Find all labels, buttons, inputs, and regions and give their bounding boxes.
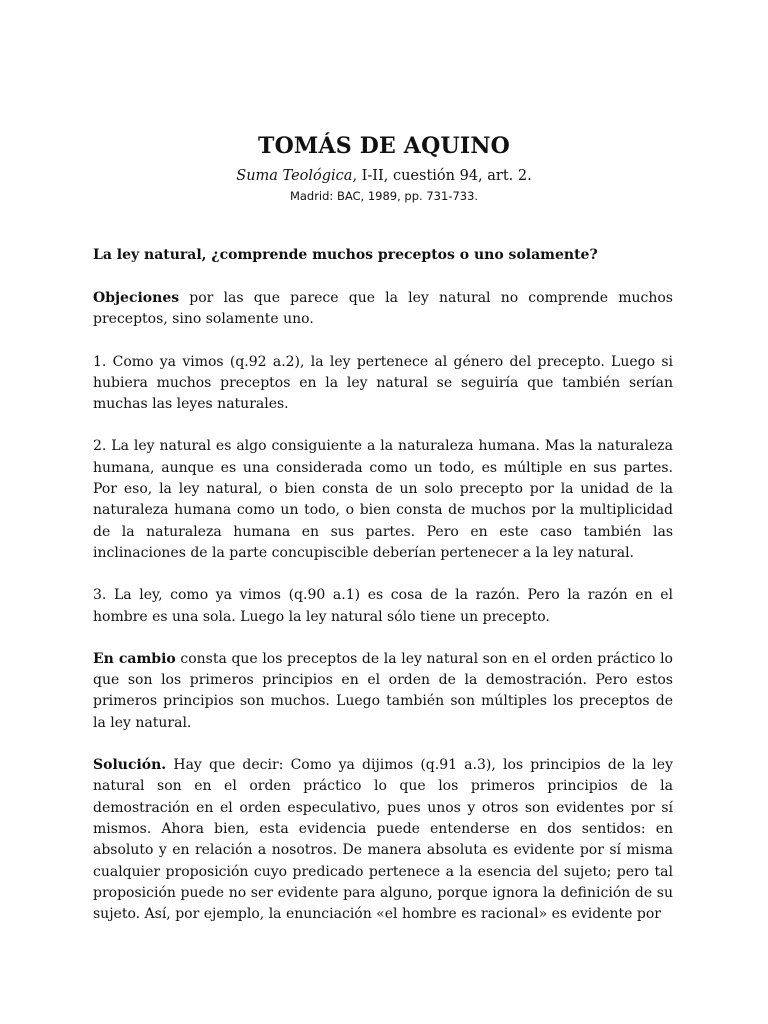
paragraph-text: 3. La ley, como ya vimos (q.90 a.1) es cosa de la razón. Pero la razón en el hombre es una sola. Luego la ley natural sólo tiene un precepto. [93, 587, 673, 625]
document-header [0, 130, 768, 204]
question-heading: La ley natural, ¿comprende muchos preceptos o uno solamente? [93, 247, 598, 263]
work-citation [0, 166, 768, 186]
work-reference: , I-II, cuestión 94, art. 2. [352, 168, 532, 184]
paragraph-text: 1. Como ya vimos (q.92 a.2), la ley pertenece al género del precepto. Luego si hubiera muchos preceptos en la ley natural se seguiría que también serían muchas las leyes naturales. [93, 353, 673, 413]
publication-info: Madrid: BAC, 1989, pp. 731-733. [289, 189, 479, 203]
paragraph [93, 755, 673, 925]
paragraph [93, 585, 673, 628]
paragraph-lead: Solución. [93, 757, 167, 774]
paragraph [93, 649, 673, 734]
document-body [93, 245, 673, 946]
paragraph-text: Hay que decir: Como ya dijimos (q.91 a.3), los principios de la ley natural son en el orden práctico lo que los primeros principios de la demostración en el orden especulativo, pues unos y otros son evidentes por sí mismos. Ahora bien, esta evidencia puede entenderse en dos sentidos: en absoluto y en relación a nosotros. De manera absoluta es evidente por sí misma cualquier proposición cuyo predicado pertenece a la esencia del sujeto; pero tal proposición puede no ser evidente para alguno, porque ignora la definición de su sujeto. Así, por ejemplo, la enunciación «el hombre es racional» es evidente por [93, 757, 673, 923]
paragraph [93, 288, 673, 331]
work-title: Suma Teológica [236, 168, 353, 184]
paragraph [93, 436, 673, 564]
paragraph-text: consta que los preceptos de la ley natural son en el orden práctico lo que son los primeros principios en el orden de la demostración. Pero estos primeros principios son muchos. Luego también son múltiples los preceptos de la ley natural. [93, 650, 673, 731]
paragraph-text: 2. La ley natural es algo consiguiente a la naturaleza humana. Mas la naturaleza humana, aunque es una considerada como un todo, es múltiple en sus partes. Por eso, la ley natural, o bien consta de un solo precepto por la unidad de la naturaleza humana como un todo, o bien consta de muchos por la multiplicidad de la naturaleza humana en sus partes. Pero en este caso también las inclinaciones de la parte concupiscible deberían pertenecer a la ley natural. [93, 438, 673, 561]
paragraph-lead: En cambio [93, 650, 176, 667]
paragraph-lead: Objeciones [93, 290, 180, 306]
paragraph-text: por las que parece que la ley natural no comprende muchos preceptos, sino solamente uno. [93, 290, 673, 328]
paragraph [93, 352, 673, 416]
author-title: TOMÁS DE AQUINO [258, 133, 510, 159]
